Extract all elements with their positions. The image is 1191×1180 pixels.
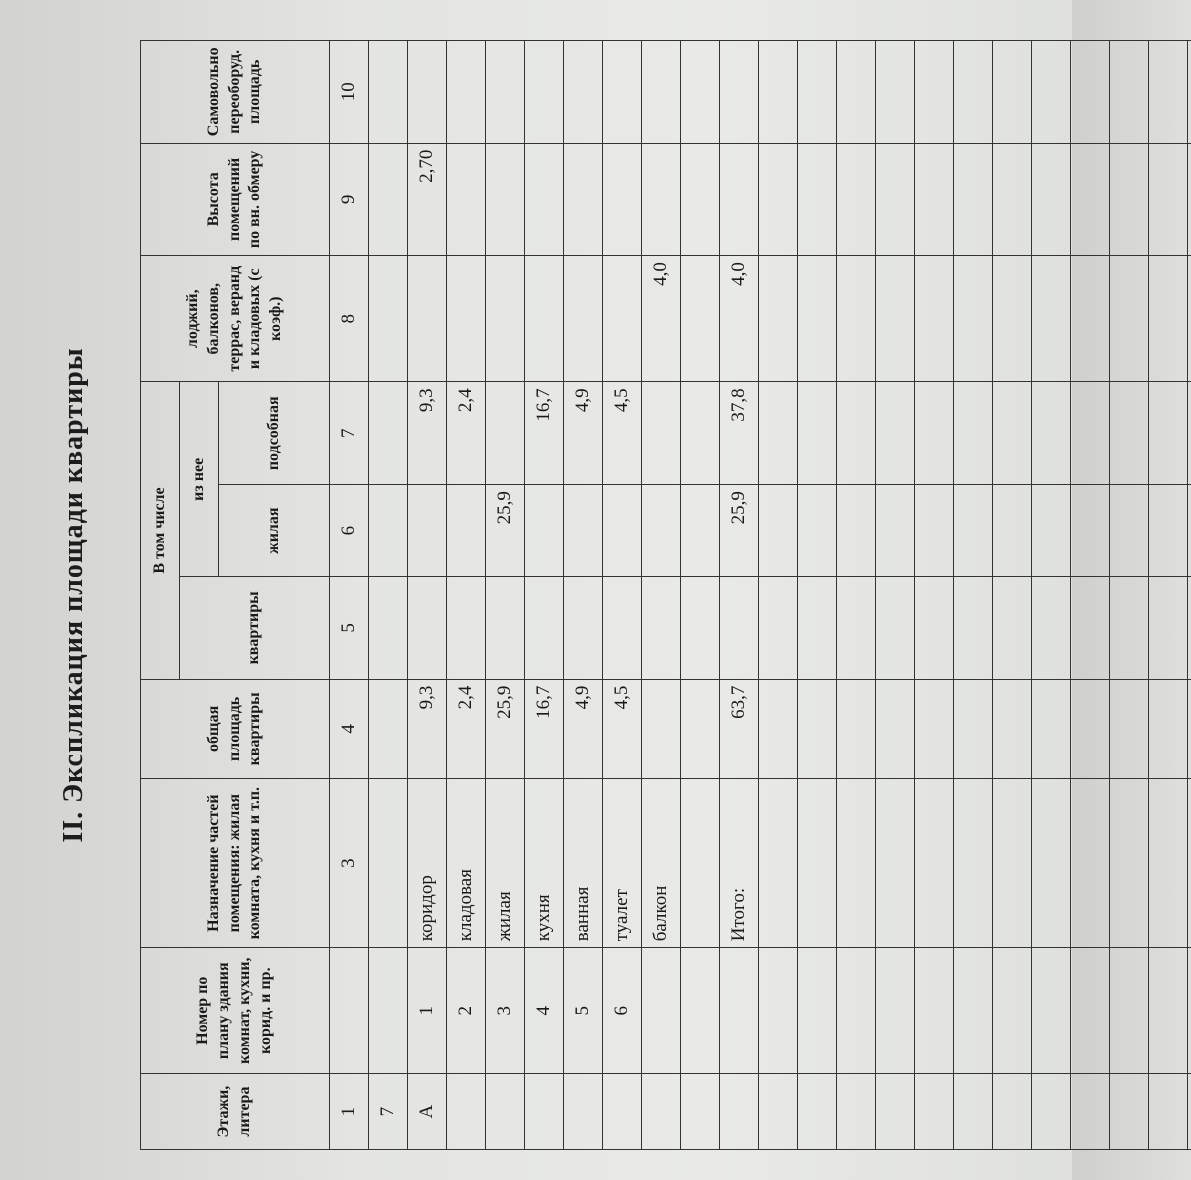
cell-total-area: 2,4 xyxy=(447,679,486,778)
empty-cell xyxy=(993,948,1032,1074)
empty-cell xyxy=(798,1074,837,1150)
empty-cell xyxy=(954,41,993,144)
cell-floor xyxy=(603,1074,642,1150)
empty-cell xyxy=(1071,485,1110,577)
empty-cell xyxy=(1149,485,1188,577)
cell-room-purpose: балкон xyxy=(642,779,681,948)
cell-room-number: 2 xyxy=(447,948,486,1074)
cell-illegal xyxy=(447,41,486,144)
empty-cell xyxy=(993,143,1032,256)
cell-living xyxy=(408,485,447,577)
cell-total-area: 4,5 xyxy=(603,679,642,778)
cell-height xyxy=(486,143,525,256)
empty-cell xyxy=(1071,382,1110,485)
cell-height xyxy=(603,143,642,256)
cell-floor xyxy=(447,1074,486,1150)
empty-cell xyxy=(759,779,798,948)
empty-cell xyxy=(1032,485,1071,577)
empty-cell xyxy=(1188,143,1191,256)
empty-row xyxy=(1149,41,1188,1150)
header-total-area: общая площадь квартиры xyxy=(141,679,330,778)
cell-floor xyxy=(564,1074,603,1150)
cell-living xyxy=(681,485,720,577)
cell-living xyxy=(603,485,642,577)
cell-room-number: 1 xyxy=(408,948,447,1074)
table-row xyxy=(642,41,681,1150)
empty-cell xyxy=(993,679,1032,778)
empty-cell xyxy=(993,485,1032,577)
cell-total-area: 25,9 xyxy=(486,679,525,778)
empty-cell xyxy=(876,41,915,144)
index-cell: 5 xyxy=(330,577,369,679)
cell-flat xyxy=(720,577,759,679)
cell-aux xyxy=(681,382,720,485)
empty-cell xyxy=(759,948,798,1074)
empty-cell xyxy=(1032,779,1071,948)
header-room-purpose: Назначение частей помещения: жилая комната, кухня и т.п. xyxy=(141,779,330,948)
empty-row xyxy=(993,41,1032,1150)
header-flat: квартиры xyxy=(180,577,330,679)
empty-cell xyxy=(1188,948,1191,1074)
empty-cell xyxy=(876,779,915,948)
cell-living xyxy=(564,485,603,577)
cell-total-area: 4,9 xyxy=(564,679,603,778)
empty-cell xyxy=(837,679,876,778)
cell-flat xyxy=(642,577,681,679)
empty-cell xyxy=(876,382,915,485)
floor-index-cell: 7 xyxy=(369,1074,408,1150)
cell-room-number: 4 xyxy=(525,948,564,1074)
cell-flat xyxy=(447,577,486,679)
empty-cell xyxy=(759,41,798,144)
index-cell: 4 xyxy=(330,679,369,778)
index-cell: 8 xyxy=(330,256,369,382)
index-cell: 3 xyxy=(330,779,369,948)
cell-flat xyxy=(486,577,525,679)
empty-cell xyxy=(837,485,876,577)
empty-cell xyxy=(876,256,915,382)
empty-row xyxy=(1032,41,1071,1150)
empty-cell xyxy=(837,577,876,679)
empty-cell xyxy=(837,256,876,382)
cell-room-purpose: коридор xyxy=(408,779,447,948)
empty-cell xyxy=(915,779,954,948)
empty-cell xyxy=(798,577,837,679)
header-subgroup: из нее xyxy=(180,382,219,577)
floor-index-row xyxy=(369,41,408,1150)
cell-illegal xyxy=(603,41,642,144)
cell-loggia xyxy=(681,256,720,382)
cell-aux: 4,5 xyxy=(603,382,642,485)
empty-cell xyxy=(1071,41,1110,144)
empty-cell xyxy=(1188,256,1191,382)
empty-cell xyxy=(1110,1074,1149,1150)
empty-cell xyxy=(759,382,798,485)
table-row xyxy=(525,41,564,1150)
empty-cell xyxy=(876,577,915,679)
empty-cell xyxy=(1188,485,1191,577)
header-group: В том числе xyxy=(141,382,180,679)
table-row xyxy=(720,41,759,1150)
cell-room-number xyxy=(720,948,759,1074)
empty-cell xyxy=(1071,1074,1110,1150)
cell-height: 2,70 xyxy=(408,143,447,256)
empty-cell xyxy=(1110,41,1149,144)
empty-cell xyxy=(915,143,954,256)
cell-room-number xyxy=(681,948,720,1074)
empty-cell xyxy=(798,41,837,144)
cell-loggia: 4,0 xyxy=(720,256,759,382)
empty-cell xyxy=(1188,577,1191,679)
empty-cell xyxy=(798,382,837,485)
cell-loggia xyxy=(447,256,486,382)
cell-loggia xyxy=(564,256,603,382)
empty-cell xyxy=(759,485,798,577)
empty-cell xyxy=(954,1074,993,1150)
index-cell: 10 xyxy=(330,41,369,144)
cell-room-purpose: кухня xyxy=(525,779,564,948)
cell-flat xyxy=(603,577,642,679)
cell-illegal xyxy=(408,41,447,144)
cell-living: 25,9 xyxy=(486,485,525,577)
cell-floor: А xyxy=(408,1074,447,1150)
cell-illegal xyxy=(681,41,720,144)
cell-aux: 37,8 xyxy=(720,382,759,485)
empty-cell xyxy=(1110,382,1149,485)
empty-cell xyxy=(798,256,837,382)
empty-cell xyxy=(1032,1074,1071,1150)
empty-cell xyxy=(1149,143,1188,256)
empty-cell xyxy=(954,485,993,577)
cell-living xyxy=(642,485,681,577)
empty-cell xyxy=(954,779,993,948)
empty-cell xyxy=(1071,256,1110,382)
cell-illegal xyxy=(525,41,564,144)
empty-cell xyxy=(876,485,915,577)
empty-cell xyxy=(1071,679,1110,778)
empty-cell xyxy=(1110,679,1149,778)
empty-cell xyxy=(759,256,798,382)
cell-living xyxy=(525,485,564,577)
cell-total-area: 63,7 xyxy=(720,679,759,778)
empty-cell xyxy=(1110,256,1149,382)
empty-cell xyxy=(1032,577,1071,679)
empty-cell xyxy=(876,948,915,1074)
empty-cell xyxy=(1110,485,1149,577)
rotated-sheet xyxy=(40,40,1000,1150)
cell-total-area xyxy=(681,679,720,778)
empty-row xyxy=(798,41,837,1150)
empty-cell xyxy=(1071,577,1110,679)
empty-cell xyxy=(759,679,798,778)
empty-cell xyxy=(993,577,1032,679)
empty-cell xyxy=(915,948,954,1074)
index-cell: 9 xyxy=(330,143,369,256)
empty-cell xyxy=(837,948,876,1074)
cell-height xyxy=(564,143,603,256)
cell-illegal xyxy=(720,41,759,144)
empty-row xyxy=(915,41,954,1150)
table-row xyxy=(681,41,720,1150)
cell-flat xyxy=(564,577,603,679)
index-cell: 6 xyxy=(330,485,369,577)
empty-cell xyxy=(876,679,915,778)
cell-total-area: 16,7 xyxy=(525,679,564,778)
empty-cell xyxy=(837,143,876,256)
cell-floor xyxy=(525,1074,564,1150)
cell-room-number xyxy=(642,948,681,1074)
empty-cell xyxy=(915,41,954,144)
header-loggia: лоджий, балконов, террас, веранд и кладовых (с коэф.) xyxy=(141,256,330,382)
empty-cell xyxy=(1149,679,1188,778)
table-row xyxy=(447,41,486,1150)
header-height: Высота помещений по вн. обмеру xyxy=(141,143,330,256)
header-illegal: Самовольно переоборуд. площадь xyxy=(141,41,330,144)
cell-living: 25,9 xyxy=(720,485,759,577)
cell-aux: 4,9 xyxy=(564,382,603,485)
cell-illegal xyxy=(642,41,681,144)
cell-aux: 2,4 xyxy=(447,382,486,485)
empty-cell xyxy=(1032,256,1071,382)
empty-cell xyxy=(915,679,954,778)
empty-cell xyxy=(915,382,954,485)
explication-table xyxy=(140,40,1191,1150)
empty-cell xyxy=(1149,41,1188,144)
empty-cell xyxy=(993,41,1032,144)
empty-row xyxy=(1071,41,1110,1150)
empty-cell xyxy=(1149,1074,1188,1150)
empty-cell xyxy=(759,1074,798,1150)
cell-room-purpose xyxy=(681,779,720,948)
table-row xyxy=(486,41,525,1150)
empty-cell xyxy=(993,382,1032,485)
empty-cell xyxy=(1188,1074,1191,1150)
empty-cell xyxy=(798,679,837,778)
empty-cell xyxy=(1188,41,1191,144)
empty-cell xyxy=(876,143,915,256)
cell-height xyxy=(681,143,720,256)
empty-cell xyxy=(1188,779,1191,948)
empty-row xyxy=(1110,41,1149,1150)
empty-cell xyxy=(876,1074,915,1150)
empty-cell xyxy=(798,485,837,577)
cell-room-purpose: туалет xyxy=(603,779,642,948)
header-floor: Этажи, литера xyxy=(141,1074,330,1150)
cell-height xyxy=(720,143,759,256)
empty-cell xyxy=(1110,948,1149,1074)
empty-cell xyxy=(798,779,837,948)
empty-cell xyxy=(1149,382,1188,485)
cell-height xyxy=(447,143,486,256)
empty-cell xyxy=(1071,143,1110,256)
empty-cell xyxy=(798,948,837,1074)
empty-cell xyxy=(993,1074,1032,1150)
cell-aux: 9,3 xyxy=(408,382,447,485)
empty-cell xyxy=(954,679,993,778)
cell-illegal xyxy=(564,41,603,144)
cell-room-purpose: ванная xyxy=(564,779,603,948)
empty-cell xyxy=(1071,779,1110,948)
index-cell xyxy=(330,948,369,1074)
empty-cell xyxy=(837,779,876,948)
cell-total-area: 9,3 xyxy=(408,679,447,778)
cell-floor xyxy=(486,1074,525,1150)
header-room-number: Номер по плану здания комнат, кухни, корид. и пр. xyxy=(141,948,330,1074)
cell-flat xyxy=(408,577,447,679)
cell-loggia xyxy=(408,256,447,382)
cell-illegal xyxy=(486,41,525,144)
empty-cell xyxy=(1110,779,1149,948)
table-row xyxy=(603,41,642,1150)
cell-floor xyxy=(681,1074,720,1150)
table-row xyxy=(564,41,603,1150)
header-aux: подсобная xyxy=(219,382,330,485)
empty-cell xyxy=(915,1074,954,1150)
cell-height xyxy=(525,143,564,256)
empty-row xyxy=(759,41,798,1150)
cell-height xyxy=(642,143,681,256)
empty-cell xyxy=(759,577,798,679)
empty-cell xyxy=(915,256,954,382)
cell-loggia xyxy=(486,256,525,382)
empty-cell xyxy=(837,1074,876,1150)
cell-room-purpose: кладовая xyxy=(447,779,486,948)
empty-cell xyxy=(993,256,1032,382)
table-row xyxy=(408,41,447,1150)
cell-room-number: 3 xyxy=(486,948,525,1074)
cell-total-area xyxy=(642,679,681,778)
empty-cell xyxy=(954,948,993,1074)
empty-cell xyxy=(798,143,837,256)
empty-cell xyxy=(1188,679,1191,778)
empty-cell xyxy=(1110,577,1149,679)
empty-cell xyxy=(759,143,798,256)
cell-floor xyxy=(642,1074,681,1150)
cell-loggia xyxy=(525,256,564,382)
empty-row xyxy=(1188,41,1191,1150)
empty-cell xyxy=(837,382,876,485)
empty-cell xyxy=(1149,948,1188,1074)
cell-room-number: 5 xyxy=(564,948,603,1074)
empty-cell xyxy=(1032,143,1071,256)
empty-cell xyxy=(1149,256,1188,382)
empty-cell xyxy=(1032,679,1071,778)
empty-cell xyxy=(993,779,1032,948)
cell-room-purpose: жилая xyxy=(486,779,525,948)
cell-room-purpose: Итого: xyxy=(720,779,759,948)
empty-cell xyxy=(1149,577,1188,679)
empty-cell xyxy=(837,41,876,144)
index-cell: 7 xyxy=(330,382,369,485)
cell-living xyxy=(447,485,486,577)
cell-flat xyxy=(525,577,564,679)
empty-cell xyxy=(1188,382,1191,485)
empty-cell xyxy=(954,143,993,256)
cell-aux xyxy=(486,382,525,485)
empty-cell xyxy=(1149,779,1188,948)
column-index-row xyxy=(330,41,369,1150)
header-living: жилая xyxy=(219,485,330,577)
index-cell: 1 xyxy=(330,1074,369,1150)
empty-cell xyxy=(954,577,993,679)
empty-row xyxy=(876,41,915,1150)
document-title: II. Экспликация площади квартиры xyxy=(58,347,89,843)
cell-loggia: 4,0 xyxy=(642,256,681,382)
empty-cell xyxy=(1032,948,1071,1074)
cell-aux xyxy=(642,382,681,485)
empty-row xyxy=(837,41,876,1150)
empty-cell xyxy=(954,256,993,382)
cell-floor xyxy=(720,1074,759,1150)
empty-cell xyxy=(915,485,954,577)
cell-room-number: 6 xyxy=(603,948,642,1074)
empty-cell xyxy=(915,577,954,679)
empty-cell xyxy=(1032,382,1071,485)
cell-aux: 16,7 xyxy=(525,382,564,485)
empty-cell xyxy=(1110,143,1149,256)
empty-cell xyxy=(1071,948,1110,1074)
empty-row xyxy=(954,41,993,1150)
cell-flat xyxy=(681,577,720,679)
empty-cell xyxy=(1032,41,1071,144)
cell-loggia xyxy=(603,256,642,382)
empty-cell xyxy=(954,382,993,485)
